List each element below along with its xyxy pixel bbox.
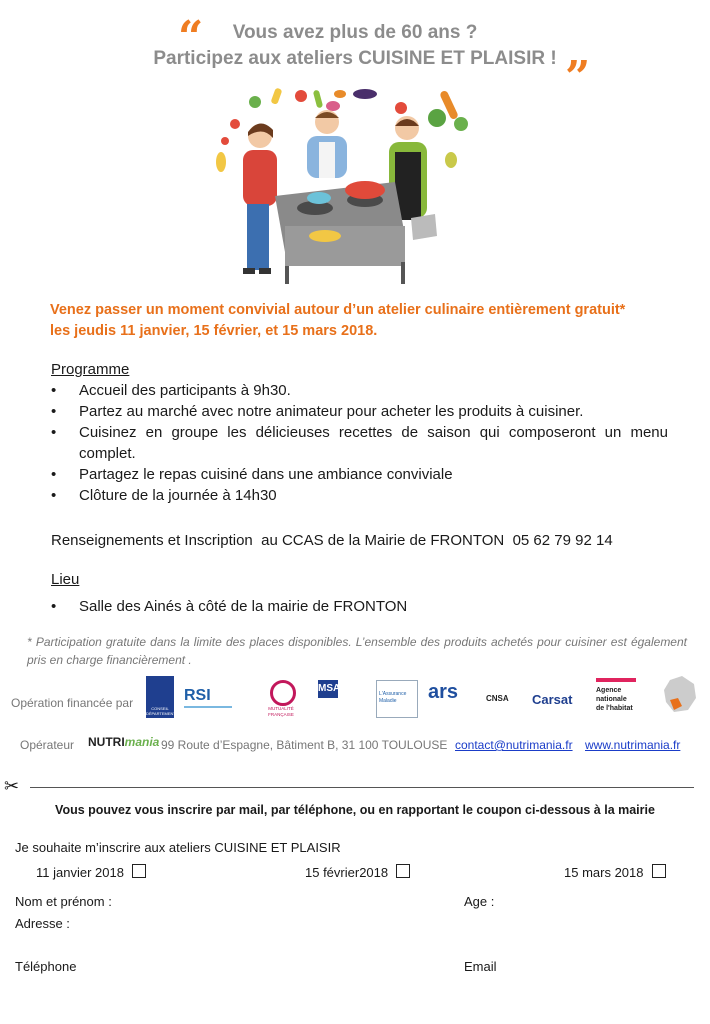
logo-mutualite-francaise bbox=[258, 680, 304, 716]
date-option-january[interactable] bbox=[36, 864, 146, 880]
programme-list bbox=[51, 380, 668, 506]
age-field-label: Age : bbox=[464, 894, 495, 909]
date-label-january: 11 janvier 2018 bbox=[36, 865, 124, 880]
scissors-icon: ✂ bbox=[4, 776, 20, 797]
logo-ars-text: ars bbox=[428, 681, 459, 703]
date-label-march: 15 mars 2018 bbox=[564, 865, 644, 880]
location-heading: Lieu bbox=[51, 571, 80, 588]
footnote: * Participation gratuite dans la limite des places disponibles. L’ensemble des produits achetés pour cuisiner est également pris en charge financièrement . bbox=[27, 635, 687, 667]
email-field-label: Email bbox=[464, 959, 497, 974]
logo-msa bbox=[318, 680, 366, 716]
logo-cd-text: CONSEIL DÉPARTEMENTAL bbox=[146, 706, 181, 716]
logo-conseil-departemental bbox=[146, 676, 181, 718]
cook-left-figure bbox=[243, 123, 277, 274]
cooking-illustration bbox=[215, 86, 500, 291]
programme-item-meal: • Partagez le repas cuisiné dans une ambiance conviviale bbox=[51, 464, 668, 485]
nutrimania-logo bbox=[88, 735, 159, 749]
operator-email-link[interactable]: contact@nutrimania.fr bbox=[455, 738, 573, 752]
location-item-venue: • Salle des Ainés à côté de la mairie de FRONTON bbox=[51, 596, 668, 617]
registration-info: Renseignements et Inscription au CCAS de la Mairie de FRONTON 05 62 79 92 14 bbox=[51, 532, 613, 549]
logo-cnsa bbox=[486, 680, 522, 716]
headline-line-1: Vous avez plus de 60 ans ? bbox=[232, 22, 478, 43]
phone-field-label: Téléphone bbox=[15, 959, 77, 974]
coupon-intro: Je souhaite m’inscrire aux ateliers CUISINE ET PLAISIR bbox=[15, 840, 341, 855]
intro-line-2: les jeudis 11 janvier, 15 février, et 15 mars 2018. bbox=[50, 323, 378, 339]
logo-mf-text: MUTUALITÉ FRANÇAISE bbox=[268, 706, 294, 717]
logo-carsat bbox=[532, 680, 588, 716]
address-field-label: Adresse : bbox=[15, 916, 70, 931]
funding-label: Opération financée par bbox=[11, 696, 134, 710]
nutrimania-logo-part-1: NUTRI bbox=[88, 735, 125, 749]
quote-close-mark: ” bbox=[565, 52, 591, 103]
programme-heading: Programme bbox=[51, 361, 130, 378]
logo-ars bbox=[428, 680, 476, 716]
logo-cnsa-text: CNSA bbox=[486, 694, 509, 703]
checkbox-february[interactable] bbox=[396, 864, 410, 878]
operator-label: Opérateur bbox=[20, 738, 75, 752]
headline-line-2: Participez aux ateliers CUISINE ET PLAISIR ! bbox=[153, 48, 557, 69]
intro-line-1: Venez passer un moment convivial autour d’un atelier culinaire entièrement gratuit* bbox=[50, 302, 626, 318]
logo-anah-text-1: Agence bbox=[596, 687, 622, 694]
location-section bbox=[51, 570, 668, 617]
logo-rsi-text: RSI bbox=[184, 687, 211, 704]
cut-line bbox=[30, 787, 694, 788]
location-list bbox=[51, 596, 668, 617]
logo-msa-text: MSA bbox=[318, 680, 338, 698]
programme-item-closing: • Clôture de la journée à 14h30 bbox=[51, 485, 668, 506]
programme-item-cooking: • Cuisinez en groupe les délicieuses recettes de saison qui composeront un menu complet. bbox=[51, 422, 668, 464]
logo-anah-text-2: nationale bbox=[596, 696, 627, 703]
nutrimania-logo-part-2: mania bbox=[124, 735, 160, 749]
date-option-march[interactable] bbox=[564, 864, 666, 880]
name-field-label: Nom et prénom : bbox=[15, 894, 112, 909]
programme-item-welcome: • Accueil des participants à 9h30. bbox=[51, 380, 668, 401]
logo-anah bbox=[596, 678, 646, 722]
logo-carsat-text: Carsat bbox=[532, 692, 573, 707]
checkbox-march[interactable] bbox=[652, 864, 666, 878]
programme-section bbox=[51, 360, 668, 506]
operator-website-link[interactable]: www.nutrimania.fr bbox=[585, 738, 681, 752]
cook-center-figure bbox=[307, 110, 347, 178]
date-label-february: 15 février2018 bbox=[305, 865, 389, 880]
programme-item-market: • Partez au marché avec notre animateur pour acheter les produits à cuisiner. bbox=[51, 401, 668, 422]
logo-am-text: L'Assurance Maladie bbox=[379, 691, 407, 704]
region-map-icon bbox=[660, 672, 700, 716]
date-option-february[interactable] bbox=[305, 864, 410, 880]
logo-assurance-maladie bbox=[376, 680, 418, 718]
quote-open-mark: “ bbox=[178, 12, 204, 63]
logo-rsi bbox=[184, 680, 242, 716]
coupon-headline: Vous pouvez vous inscrire par mail, par téléphone, ou en rapportant le coupon ci-dessous à la mairie bbox=[55, 803, 655, 817]
logo-anah-text-3: de l'habitat bbox=[596, 705, 633, 712]
checkbox-january[interactable] bbox=[132, 864, 146, 878]
operator-address: 99 Route d’Espagne, Bâtiment B, 31 100 TOULOUSE bbox=[161, 738, 448, 752]
